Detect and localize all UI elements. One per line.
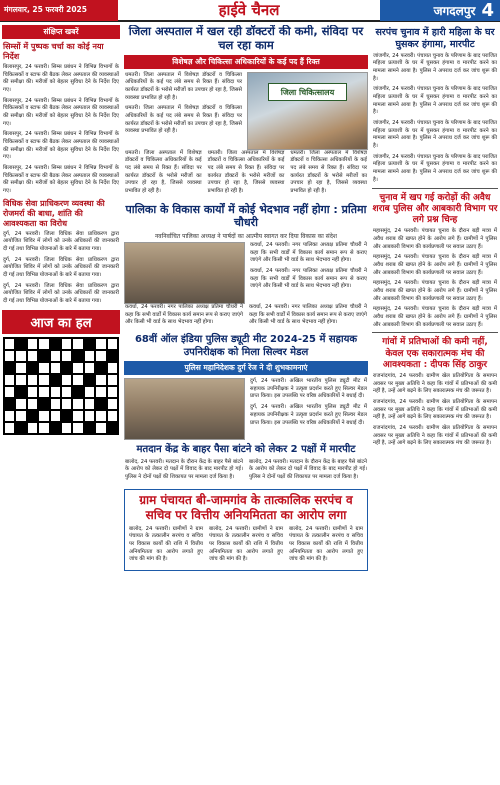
lead-subhead-band: विशेषज्ञ और चिकित्सा अधिकारियों के कई पद हैं रिक्त xyxy=(124,55,368,69)
right-divider-1 xyxy=(372,188,498,189)
center-column xyxy=(124,25,368,782)
story2-photo xyxy=(124,242,245,304)
story2-body-cont: कवर्धा, 24 फरवरी। नगर पालिका अध्यक्ष प्रतिमा चौधरी ने कहा कि सभी वार्डों में विकास कार्य समान रूप से कराए जाएंगे और किसी भी वार्ड के साथ भेदभाव नहीं होगा। xyxy=(250,268,367,290)
left-story1-headline: सिम्सों में पुष्पक चर्चा का कोई नया निर्देश xyxy=(3,42,104,61)
left-story2-body: दुर्ग, 24 फरवरी। जिला विधिक सेवा प्राधिकरण द्वारा आयोजित शिविर में लोगों को उनके अधिकारों की जानकारी दी गई तथा विभिन्न योजनाओं के बारे में बताया गया। xyxy=(3,230,119,253)
right-story2-body: महासमुंद, 24 फरवरी। पंचायत चुनाव के दौरान बड़ी मात्रा में अवैध शराब की खपत होने के आरोप लगे हैं। ग्रामीणों ने पुलिस और आबकारी विभाग की कार्यप्रणाली पर सवाल उठाए हैं। xyxy=(373,228,497,250)
left-story2-headline: विधिक सेवा प्राधिकरण व्यवस्था की रोजमर्रा की बाधा, शांति की आवश्यकता का विरोध xyxy=(3,198,105,228)
right-story3-headline: गांवों में प्रतिभाओं की कमी नहीं, केवल एक सकारात्मक मंच की आवश्यकता : दीपक सिंह ठाकुर xyxy=(382,337,488,370)
story5-body-cont2: बालोद, 24 फरवरी। ग्रामीणों ने ग्राम पंचायत के तत्कालीन सरपंच व सचिव पर विकास कार्यों की राशि में वित्तीय अनियमितता का आरोप लगाते हुए जांच की मांग की है। xyxy=(289,525,363,563)
right-story3-body-cont: राजनांदगांव, 24 फरवरी। ग्रामीण खेल प्रतियोगिता के समापन अवसर पर मुख्य अतिथि ने कहा कि गांवों में प्रतिभाओं की कमी नहीं है, उन्हें आगे बढ़ने के लिए सकारात्मक मंच की जरूरत है। xyxy=(373,399,497,421)
right-story2-body-cont3: महासमुंद, 24 फरवरी। पंचायत चुनाव के दौरान बड़ी मात्रा में अवैध शराब की खपत होने के आरोप लगे हैं। ग्रामीणों ने पुलिस और आबकारी विभाग की कार्यप्रणाली पर सवाल उठाए हैं। xyxy=(373,306,497,328)
right-column xyxy=(372,25,498,782)
issue-date: मंगलवार, 25 फरवरी 2025 xyxy=(0,0,118,21)
story5-body: बालोद, 24 फरवरी। ग्रामीणों ने ग्राम पंचायत के तत्कालीन सरपंच व सचिव पर विकास कार्यों की राशि में वित्तीय अनियमितता का आरोप लगाते हुए जांच की मांग की है। xyxy=(129,525,203,563)
section-title: हाईवे चैनल xyxy=(218,1,280,19)
story5-box xyxy=(124,489,368,571)
hospital-photo xyxy=(247,72,368,150)
left-story2-body-cont: दुर्ग, 24 फरवरी। जिला विधिक सेवा प्राधिकरण द्वारा आयोजित शिविर में लोगों को उनके अधिकारों की जानकारी दी गई तथा विभिन्न योजनाओं के बारे में बताया गया। xyxy=(3,256,119,279)
story5-body-cont: बालोद, 24 फरवरी। ग्रामीणों ने ग्राम पंचायत के तत्कालीन सरपंच व सचिव पर विकास कार्यों की राशि में वित्तीय अनियमितता का आरोप लगाते हुए जांच की मांग की है। xyxy=(209,525,283,563)
edition-label xyxy=(380,0,500,21)
story2-subhead: नवनिर्वाचित पालिका अध्यक्ष ने पार्षदों का आत्मीय स्वागत कर दिया विकास का संदेश xyxy=(154,233,338,241)
story4-headline: मतदान केंद्र के बाहर पैसा बांटने को लेकर 2 पक्षों में मारपीट xyxy=(136,444,356,456)
story3-body: दुर्ग, 24 फरवरी। अखिल भारतीय पुलिस ड्यूटी मीट में सहायक उपनिरीक्षक ने उत्कृष्ट प्रदर्शन करते हुए सिल्वर मेडल प्राप्त किया। इस उपलब्धि पर वरिष्ठ अधिकारियों ने बधाई दी। xyxy=(250,378,367,400)
lead-body: धमतरी। जिला अस्पताल में विशेषज्ञ डॉक्टरों व चिकित्सा अधिकारियों के कई पद लंबे समय से रिक्त हैं। संविदा पर कार्यरत डॉक्टरों के भरोसे मरीजों का उपचार हो रहा है, जिससे व्यवस्था प्रभावित हो रही है। xyxy=(125,71,242,101)
lead-body-col3: धमतरी। जिला अस्पताल में विशेषज्ञ डॉक्टरों व चिकित्सा अधिकारियों के कई पद लंबे समय से रिक्त हैं। संविदा पर कार्यरत डॉक्टरों के भरोसे मरीजों का उपचार हो रहा है, जिससे व्यवस्था प्रभावित हो रही है। xyxy=(290,149,368,194)
masthead xyxy=(0,0,500,22)
medal-photo xyxy=(124,378,245,440)
right-divider-2 xyxy=(372,332,498,333)
left-story2-body-cont2: दुर्ग, 24 फरवरी। जिला विधिक सेवा प्राधिकरण द्वारा आयोजित शिविर में लोगों को उनके अधिकारों की जानकारी दी गई तथा विभिन्न योजनाओं के बारे में बताया गया। xyxy=(3,282,119,305)
left-column xyxy=(2,25,120,782)
story2-body-col2: कवर्धा, 24 फरवरी। नगर पालिका अध्यक्ष प्रतिमा चौधरी ने कहा कि सभी वार्डों में विकास कार्य समान रूप से कराए जाएंगे और किसी भी वार्ड के साथ भेदभाव नहीं होगा। xyxy=(249,304,367,326)
right-story1-body: जांजगीर, 24 फरवरी। पंचायत चुनाव के परिणाम के बाद पराजित महिला प्रत्याशी के घर में घुसकर हंगामा व मारपीट करने का मामला सामने आया है। पुलिस ने अपराध दर्ज कर जांच शुरू की है। xyxy=(373,52,497,82)
right-story1-body-cont2: जांजगीर, 24 फरवरी। पंचायत चुनाव के परिणाम के बाद पराजित महिला प्रत्याशी के घर में घुसकर हंगामा व मारपीट करने का मामला सामने आया है। पुलिस ने अपराध दर्ज कर जांच शुरू की है। xyxy=(373,120,497,150)
left-story1-body: बिलासपुर, 24 फरवरी। सिम्स प्रबंधन ने विभिन्न विभागों के चिकित्सकों व स्टाफ की बैठक लेकर अस्पताल की व्यवस्थाओं की समीक्षा की। मरीजों को बेहतर सुविधा देने के निर्देश दिए गए। xyxy=(3,64,119,94)
right-story3-body-cont2: राजनांदगांव, 24 फरवरी। ग्रामीण खेल प्रतियोगिता के समापन अवसर पर मुख्य अतिथि ने कहा कि गांवों में प्रतिभाओं की कमी नहीं है, उन्हें आगे बढ़ने के लिए सकारात्मक मंच की जरूरत है। xyxy=(373,425,497,447)
story4-body: बालोद, 24 फरवरी। मतदान के दौरान केंद्र के बाहर पैसे बांटने के आरोप को लेकर दो पक्षों में विवाद के बाद मारपीट हो गई। पुलिस ने दोनों पक्षों की शिकायत पर मामला दर्ज किया है। xyxy=(125,458,243,480)
story5-headline: ग्राम पंचायत बी-जामगांव के तात्कालिक सरपंच व सचिव पर वित्तीय अनियमितता का आरोप लगा xyxy=(139,492,353,522)
right-story2-headline: चुनाव में खप गई करोड़ों की अवैध शराब पुलिस और आबकारी विभाग पर लगे प्रश्न चिन्ह xyxy=(372,192,498,225)
right-story3-body: राजनांदगांव, 24 फरवरी। ग्रामीण खेल प्रतियोगिता के समापन अवसर पर मुख्य अतिथि ने कहा कि गांवों में प्रतिभाओं की कमी नहीं है, उन्हें आगे बढ़ने के लिए सकारात्मक मंच की जरूरत है। xyxy=(373,373,497,395)
edition-city: जगदलपुर xyxy=(433,3,476,18)
lead-body-col2: धमतरी। जिला अस्पताल में विशेषज्ञ डॉक्टरों व चिकित्सा अधिकारियों के कई पद लंबे समय से रिक्त हैं। संविदा पर कार्यरत डॉक्टरों के भरोसे मरीजों का उपचार हो रहा है, जिससे व्यवस्था प्रभावित हो रही है। xyxy=(207,149,285,194)
story4-body-cont: बालोद, 24 फरवरी। मतदान के दौरान केंद्र के बाहर पैसे बांटने के आरोप को लेकर दो पक्षों में विवाद के बाद मारपीट हो गई। पुलिस ने दोनों पक्षों की शिकायत पर मामला दर्ज किया है। xyxy=(249,458,367,480)
lead-body-cont: धमतरी। जिला अस्पताल में विशेषज्ञ डॉक्टरों व चिकित्सा अधिकारियों के कई पद लंबे समय से रिक्त हैं। संविदा पर कार्यरत डॉक्टरों के भरोसे मरीजों का उपचार हो रहा है, जिससे व्यवस्था प्रभावित हो रही है। xyxy=(125,105,242,135)
story2-headline: पालिका के विकास कार्यों में कोई भेदभाव नहीं होगा : प्रतिमा चौधरी xyxy=(125,202,367,230)
crossword-grid xyxy=(3,337,119,435)
story3-body-cont: दुर्ग, 24 फरवरी। अखिल भारतीय पुलिस ड्यूटी मीट में सहायक उपनिरीक्षक ने उत्कृष्ट प्रदर्शन करते हुए सिल्वर मेडल प्राप्त किया। इस उपलब्धि पर वरिष्ठ अधिकारियों ने बधाई दी। xyxy=(250,404,367,426)
right-story2-body-cont2: महासमुंद, 24 फरवरी। पंचायत चुनाव के दौरान बड़ी मात्रा में अवैध शराब की खपत होने के आरोप लगे हैं। ग्रामीणों ने पुलिस और आबकारी विभाग की कार्यप्रणाली पर सवाल उठाए हैं। xyxy=(373,280,497,302)
story2-body: कवर्धा, 24 फरवरी। नगर पालिका अध्यक्ष प्रतिमा चौधरी ने कहा कि सभी वार्डों में विकास कार्य समान रूप से कराए जाएंगे और किसी भी वार्ड के साथ भेदभाव नहीं होगा। xyxy=(250,242,367,264)
lead-headline: जिला अस्पताल में खल रही डॉक्टरों की कमी, संविदा पर चल रहा काम xyxy=(128,25,364,52)
story3-headline: 68वीं ऑल इंडिया पुलिस ड्यूटी मीट 2024-25 में सहायक उपनिरीक्षक को मिला सिल्वर मेडल xyxy=(134,334,358,358)
lead-body-col1: धमतरी। जिला अस्पताल में विशेषज्ञ डॉक्टरों व चिकित्सा अधिकारियों के कई पद लंबे समय से रिक्त हैं। संविदा पर कार्यरत डॉक्टरों के भरोसे मरीजों का उपचार हो रहा है, जिससे व्यवस्था प्रभावित हो रही है। xyxy=(125,149,202,194)
page-number: 4 xyxy=(481,0,494,21)
story3-subhead-band: पुलिस महानिदेशक दुर्ग रेंज ने दी शुभकामनाएं xyxy=(124,361,368,375)
hospital-signboard: जिला चिकित्सालय xyxy=(268,83,347,101)
story2-body-col1: कवर्धा, 24 फरवरी। नगर पालिका अध्यक्ष प्रतिमा चौधरी ने कहा कि सभी वार्डों में विकास कार्य समान रूप से कराए जाएंगे और किसी भी वार्ड के साथ भेदभाव नहीं होगा। xyxy=(125,304,243,326)
brief-news-tag: संक्षिप्त खबरें xyxy=(2,25,120,39)
left-story1-body-cont: बिलासपुर, 24 फरवरी। सिम्स प्रबंधन ने विभिन्न विभागों के चिकित्सकों व स्टाफ की बैठक लेकर अस्पताल की व्यवस्थाओं की समीक्षा की। मरीजों को बेहतर सुविधा देने के निर्देश दिए गए। xyxy=(3,97,119,127)
left-story1-body-cont3: बिलासपुर, 24 फरवरी। सिम्स प्रबंधन ने विभिन्न विभागों के चिकित्सकों व स्टाफ की बैठक लेकर अस्पताल की व्यवस्थाओं की समीक्षा की। मरीजों को बेहतर सुविधा देने के निर्देश दिए गए। xyxy=(3,165,119,195)
right-story2-body-cont: महासमुंद, 24 फरवरी। पंचायत चुनाव के दौरान बड़ी मात्रा में अवैध शराब की खपत होने के आरोप लगे हैं। ग्रामीणों ने पुलिस और आबकारी विभाग की कार्यप्रणाली पर सवाल उठाए हैं। xyxy=(373,254,497,276)
right-story1-headline: सरपंच चुनाव में हारी महिला के घर घुसकर हंगामा, मारपीट xyxy=(375,27,495,50)
right-story1-body-cont: जांजगीर, 24 फरवरी। पंचायत चुनाव के परिणाम के बाद पराजित महिला प्रत्याशी के घर में घुसकर हंगामा व मारपीट करने का मामला सामने आया है। पुलिस ने अपराध दर्ज कर जांच शुरू की है। xyxy=(373,86,497,116)
crossword-title: आज का हल xyxy=(2,310,120,334)
right-story1-body-cont3: जांजगीर, 24 फरवरी। पंचायत चुनाव के परिणाम के बाद पराजित महिला प्रत्याशी के घर में घुसकर हंगामा व मारपीट करने का मामला सामने आया है। पुलिस ने अपराध दर्ज कर जांच शुरू की है। xyxy=(373,153,497,183)
left-story1-body-cont2: बिलासपुर, 24 फरवरी। सिम्स प्रबंधन ने विभिन्न विभागों के चिकित्सकों व स्टाफ की बैठक लेकर अस्पताल की व्यवस्थाओं की समीक्षा की। मरीजों को बेहतर सुविधा देने के निर्देश दिए गए। xyxy=(3,131,119,161)
